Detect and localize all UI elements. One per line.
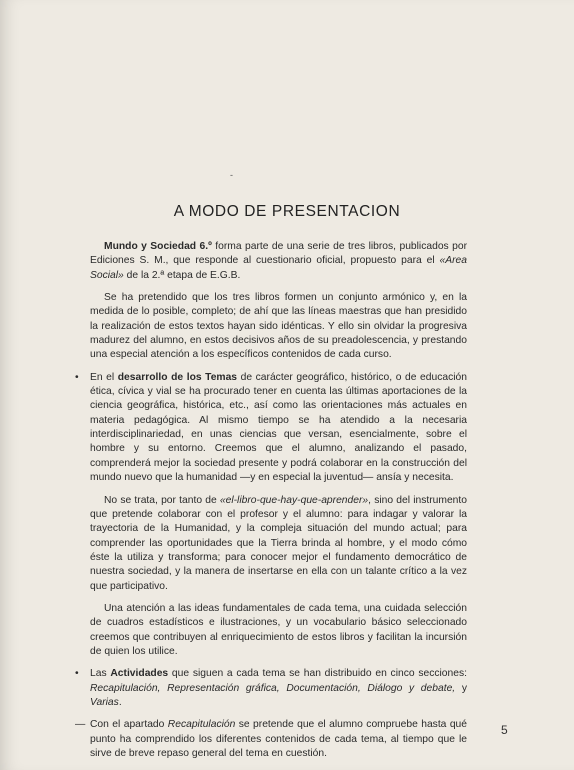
paragraph-5: Una atención a las ideas fundamentales de cada tema, una cuidada selección de cuadros estadísticos e ilustraciones, y un vocabulario básico seleccionado creemos que contribuyen al enriquecimiento de estos libros y facilitan la incursión de quien los utilice.: [90, 602, 467, 657]
page-number: 5: [501, 723, 508, 737]
book-title: Mundo y Sociedad 6.º: [104, 241, 212, 252]
dash-item-recapitulacion: — Con el apartado Recapitulación se pretende que el alumno compruebe hasta qué punto ha comprendido los diferentes contenidos de cada tema, al tiempo que le sirve de breve repaso general del tema en cuestión.: [75, 719, 468, 759]
paragraph-4: No se trata, por tanto de «el-libro-que-hay-que-aprender», sino del instrumento que pretende colaborar con el profesor y el alumno: para indagar y valorar la trayectoria de la Humanidad, y la compleja situación del mundo actual; para comprender las oportunidades que la Tierra brinda al hombre, y el modo cómo éste la utiliza y transforma; para conocer mejor el fundamento democrático de nuestra sociedad, y la manera de insertarse en ella con un talante crítico a la vez que participativo.: [90, 494, 468, 592]
intro-paragraph: Mundo y Sociedad 6.º forma parte de una serie de tres libros, publicados por Ediciones S. M., que responde al cuestionario oficial, propuesto para el «Area Social» de la 2.ª etapa de E.G.B.: [90, 241, 467, 281]
paragraph-2: Se ha pretendido que los tres libros formen un conjunto armónico y, en la medida de lo posible, completo; de ahí que las líneas maestras que han presidido la realización de estos textos hayan sido idénticas. Y ello sin olvidar la progresiva madurez del alumno, en estos decisivos años de su preadolescencia, y prestando una especial atención a los específicos contenidos de cada curso.: [90, 292, 467, 361]
bullet-actividades: • Las Actividades que siguen a cada tema se han distribuido en cinco secciones: Recapitulación, Representación gráfica, Documentación, Diálogo y debate, y Varias.: [75, 668, 467, 708]
bullet-icon: •: [75, 371, 79, 383]
dash-icon: —: [75, 719, 86, 731]
body-text: [75, 240, 468, 769]
stray-mark: -: [230, 170, 233, 180]
page-title: A MODO DE PRESENTACION: [173, 203, 401, 220]
bullet-desarrollo: • En el desarrollo de los Temas de carácter geográfico, histórico, o de educación ética, cívica y vial se ha procurado tener en cuenta las últimas aportaciones de la ciencia geográfica, histórica, etc., así como las orientaciones más actuales en materia pedagógica. Al mismo tiempo se ha atendido a la necesaria interdisciplinariedad, en unas ciencias que versan, esencialmente, sobre el hombre y su entorno. Creemos que el alumno, analizando el pasado, comprenderá mejor la sociedad presente y podrá colaborar en la construcción del mundo nuevo que la humanidad —y en especial la juventud— ansía y necesita.: [75, 371, 467, 484]
bullet-icon: •: [75, 668, 79, 680]
